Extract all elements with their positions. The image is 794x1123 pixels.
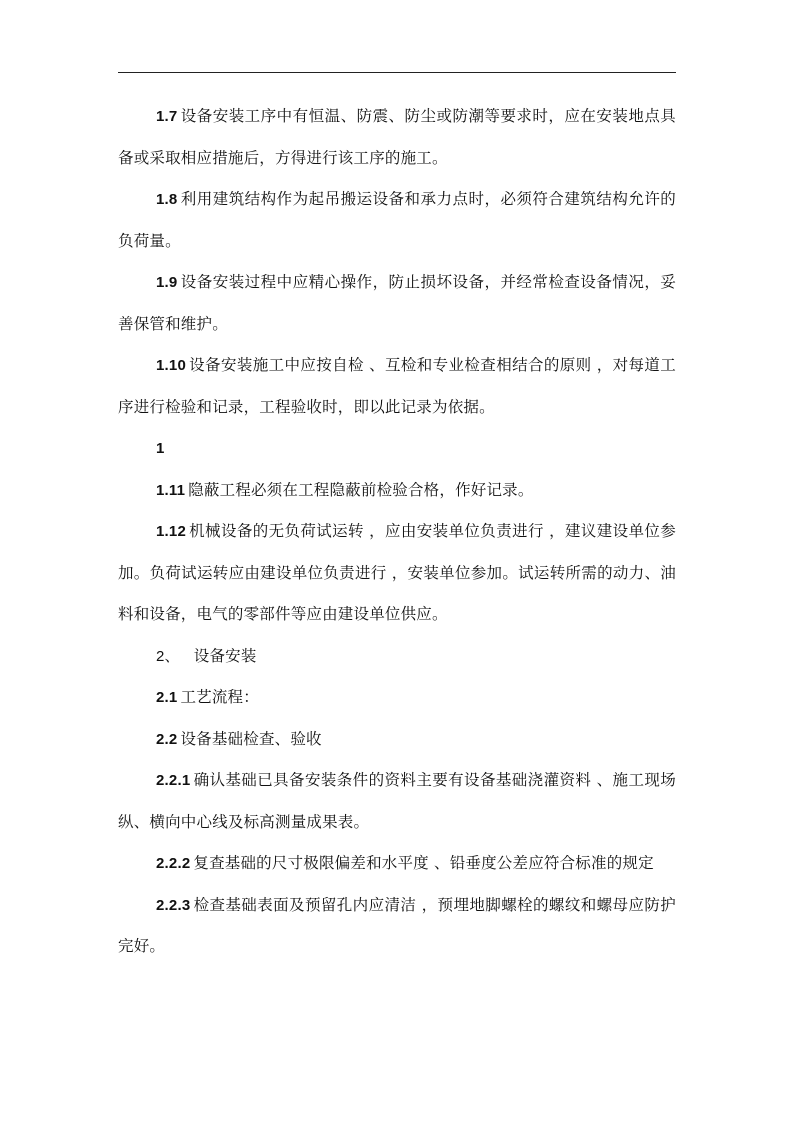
paragraph-text: 设备安装施工中应按自检 、互检和专业检查相结合的原则 ，对每道工序进行检验和记录，工程验收时，即以此记录为依据。 <box>118 356 676 416</box>
paragraph-1-7 <box>118 96 676 179</box>
paragraph-text: 确认基础已具备安装条件的资料主要有设备基础浇灌资料 、施工现场纵、横向中心线及标高测量成果表。 <box>118 771 676 831</box>
paragraph-text: 设备安装过程中应精心操作，防止损坏设备，并经常检查设备情况，妥善保管和维护。 <box>118 273 676 333</box>
paragraph-2-1 <box>118 677 676 719</box>
paragraph-text: 设备基础检查、验收 <box>180 729 322 748</box>
section-number: 2.2.3 <box>156 896 191 914</box>
paragraph-text: 工艺流程： <box>180 688 259 706</box>
paragraph-text: 设备安装工序中有恒温、防震、防尘或防潮等要求时，应在安装地点具备或采取相应措施后，方得进行该工序的施工。 <box>118 107 676 167</box>
section-number: 2.1 <box>156 689 178 706</box>
paragraph-text: 复查基础的尺寸极限偏差和水平度 、铅垂度公差应符合标准的规定 <box>193 854 654 872</box>
section-number: 1.12 <box>156 523 186 540</box>
paragraph-1-12 <box>118 511 676 636</box>
section-number: 1.11 <box>156 481 186 499</box>
document-body <box>118 96 676 968</box>
paragraph-1-10 <box>118 345 676 428</box>
stray-number-line <box>118 428 676 470</box>
section-number: 1.8 <box>156 191 178 208</box>
section-number: 1.10 <box>156 357 186 374</box>
paragraph-text: 隐蔽工程必须在工程隐蔽前检验合格，作好记录。 <box>188 480 534 499</box>
section-number: 2.2 <box>156 730 178 748</box>
paragraph-2-2-2 <box>118 843 676 885</box>
section-number: 1.7 <box>156 108 178 125</box>
paragraph-1-9 <box>118 262 676 345</box>
paragraph-text: 检查基础表面及预留孔内应清洁 ，预埋地脚螺栓的螺纹和螺母应防护完好。 <box>118 895 676 955</box>
section-number: 2.2.1 <box>156 772 191 789</box>
paragraph-text: 利用建筑结构作为起吊搬运设备和承力点时，必须符合建筑结构允许的负荷量。 <box>118 190 676 250</box>
paragraph-1-11 <box>118 470 676 512</box>
section-heading-text: 设备安装 <box>193 646 257 665</box>
header-rule <box>118 72 676 73</box>
paragraph-2-2-1 <box>118 760 676 843</box>
paragraph-2-2 <box>118 719 676 761</box>
section-number: 2、 <box>156 647 180 665</box>
paragraph-1-8 <box>118 179 676 262</box>
paragraph-2-2-3 <box>118 885 676 968</box>
section-number: 2.2.2 <box>156 855 191 872</box>
paragraph-text: 机械设备的无负荷试运转 ，应由安装单位负责进行 ，建议建设单位参加。负荷试运转应由建设单位负责进行 ，安装单位参加。试运转所需的动力、油料和设备，电气的零部件等应由建设单位供应。 <box>118 522 676 623</box>
section-number: 1.9 <box>156 274 178 291</box>
section-number: 1 <box>156 440 165 457</box>
section-heading-2 <box>118 636 676 678</box>
